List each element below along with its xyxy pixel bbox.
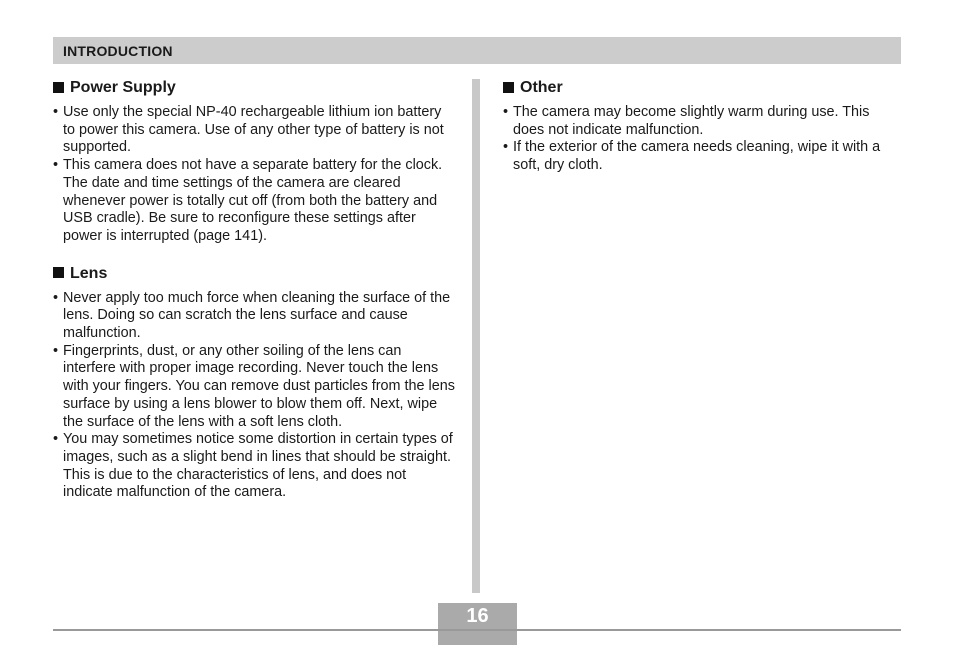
section-heading-text: Other [520,79,563,96]
column-divider [472,79,480,593]
chapter-title: INTRODUCTION [63,43,173,59]
chapter-header-bar [53,37,901,64]
page-number: 16 [438,603,517,629]
list-item: • Never apply too much force when cleaning the surface of the lens. Doing so can scratch the lens surface and cause malfunction. [53,290,455,343]
list-item: • The camera may become slightly warm during use. This does not indicate malfunction. [503,104,903,139]
left-column [53,78,455,520]
section-heading [503,78,903,98]
list-item: • Fingerprints, dust, or any other soiling of the lens can interfere with proper image recording. Never touch the lens with your fingers. You can remove dust particles from the lens surface by using a lens blower to blow them off. Next, wipe the surface of the lens with a soft lens cloth. [53,343,455,432]
bullet-list [53,290,455,502]
list-item: • This camera does not have a separate battery for the clock. The date and time settings of the camera are cleared whenever power is totally cut off (from both the battery and USB cradle). Be sure to reconfigure these settings after power is interrupted (page 141). [53,157,455,246]
bullet-list [53,104,455,246]
section-heading-text: Power Supply [70,79,176,96]
black-square-icon [53,82,64,93]
bullet-list [503,104,903,175]
section-heading [53,78,455,98]
list-item: • If the exterior of the camera needs cleaning, wipe it with a soft, dry cloth. [503,139,903,174]
black-square-icon [503,82,514,93]
page-number-badge-tail [438,631,517,645]
section-lens [53,264,455,502]
section-other [503,78,903,175]
list-item: • Use only the special NP-40 rechargeable lithium ion battery to power this camera. Use of any other type of battery is not supported. [53,104,455,157]
list-item: • You may sometimes notice some distortion in certain types of images, such as a slight bend in lines that should be straight. This is due to the characteristics of lens, and does not indicate malfunction of the camera. [53,431,455,502]
right-column [503,78,903,193]
section-power-supply [53,78,455,246]
section-heading-text: Lens [70,264,108,282]
section-heading [53,264,455,284]
black-square-icon [53,267,64,278]
